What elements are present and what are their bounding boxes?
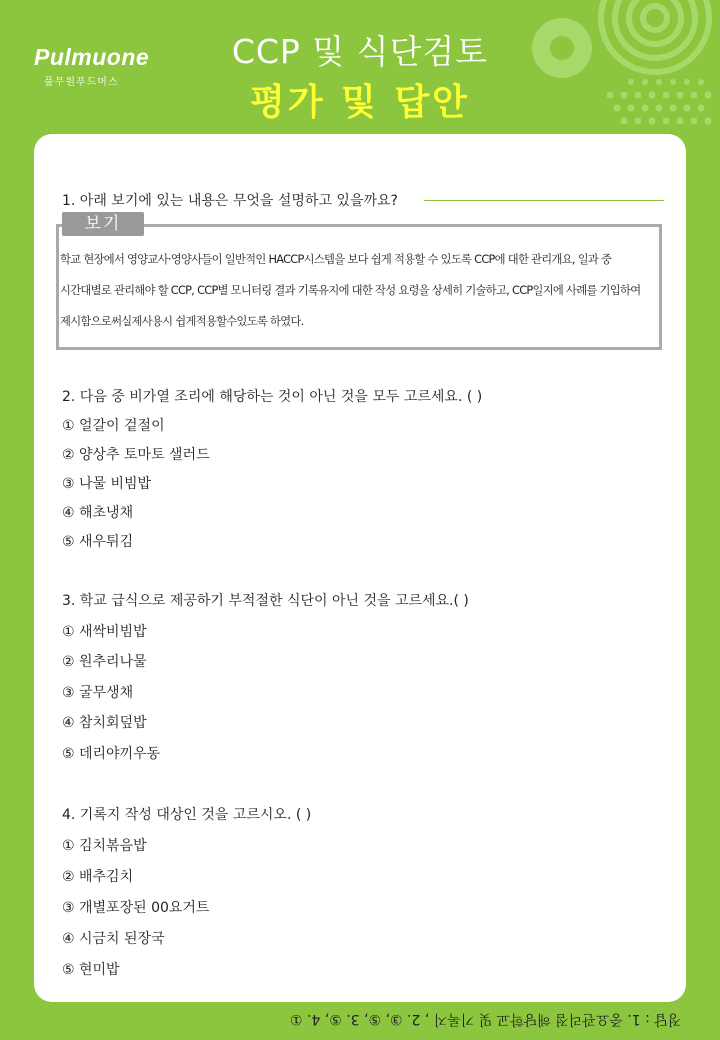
- example-box-label: 보기: [62, 212, 144, 236]
- question-2: 2. 다음 중 비가열 조리에 해당하는 것이 아닌 것을 모두 고르세요. ( ): [62, 389, 483, 405]
- question-4: 4. 기록지 작성 대상인 것을 고르시오. ( ): [62, 807, 312, 823]
- page-subtitle: 평가 및 답안: [250, 82, 470, 123]
- answer-key-upside-down: 정답 : 1. 중요관리점 해당학교 및 기록지 , 2. ③, ⑤, 3. ⑤, 4. ①: [290, 1011, 682, 1027]
- question-3: 3. 학교 급식으로 제공하기 부적절한 식단이 아닌 것을 고르세요.( ): [62, 593, 469, 609]
- example-line: 시간대별로 관리해야 할 CCP, CCP별 모니터링 결과 기록유지에 대한 작성 요령을 상세히 기술하고, CCP일지에 사례를 기입하여: [60, 284, 641, 297]
- option-item[interactable]: ② 원추리나물: [62, 654, 147, 670]
- option-item[interactable]: ④ 해초냉채: [62, 505, 134, 521]
- option-item[interactable]: ② 양상추 토마토 샐러드: [62, 447, 210, 463]
- page-title: CCP 및 식단검토: [231, 32, 489, 71]
- example-line: 학교 현장에서 영양교사·영양사들이 일반적인 HACCP시스템을 보다 쉽게 적용할 수 있도록 CCP에 대한 관리개요, 일과 중: [60, 253, 612, 266]
- example-line: 제시함으로써실제사용시 쉽게적용할수있도록 하였다.: [60, 315, 304, 328]
- question-1: 1. 아래 보기에 있는 내용은 무엇을 설명하고 있을까요?: [62, 193, 398, 209]
- option-item[interactable]: ② 배추김치: [62, 869, 134, 885]
- answer-footer: [0, 1006, 720, 1036]
- option-item[interactable]: ③ 개별포장된 00요거트: [62, 900, 210, 916]
- example-box-text: [60, 244, 656, 337]
- option-item[interactable]: ⑤ 새우튀김: [62, 534, 134, 550]
- option-item[interactable]: ⑤ 데리야끼우동: [62, 746, 161, 762]
- content-card: [34, 134, 686, 1002]
- option-item[interactable]: ⑤ 현미밥: [62, 962, 120, 978]
- option-item[interactable]: ③ 굴무생채: [62, 685, 134, 701]
- option-item[interactable]: ① 새싹비빔밥: [62, 624, 147, 640]
- logo-subtitle: 풀무원푸드머스: [44, 77, 119, 88]
- option-item[interactable]: ④ 참치회덮밥: [62, 715, 147, 731]
- option-item[interactable]: ③ 나물 비빔밥: [62, 476, 152, 492]
- answer-line: [424, 200, 664, 201]
- option-item[interactable]: ① 얼갈이 겉절이: [62, 418, 165, 434]
- option-item[interactable]: ④ 시금치 된장국: [62, 931, 165, 947]
- option-item[interactable]: ① 김치볶음밥: [62, 838, 147, 854]
- logo-wordmark: Pulmuone: [34, 44, 150, 70]
